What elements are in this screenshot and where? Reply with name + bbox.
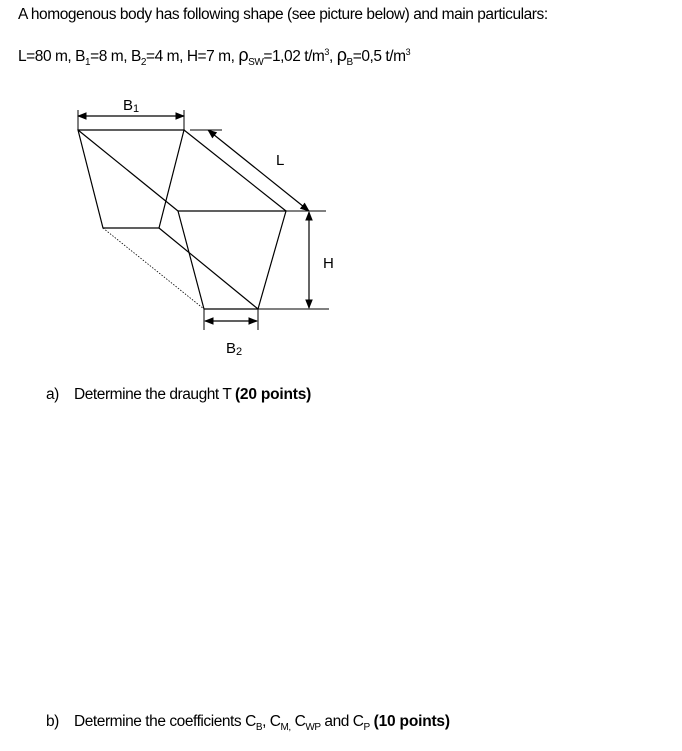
main-particulars bbox=[18, 45, 410, 68]
particular-B2: $B_2=4$ m, bbox=[130, 48, 183, 69]
body-shape-figure bbox=[60, 88, 350, 368]
l-dimension-arrow bbox=[208, 130, 309, 211]
top-edge-left bbox=[78, 130, 178, 211]
question-b-points: (10 points) bbox=[373, 713, 450, 730]
question-a-points: (20 points) bbox=[234, 386, 312, 403]
particular-B1: $B_1=8$ m, bbox=[75, 48, 128, 69]
particular-rho-sw: $\rho_{SW}=1,02$ $t/m^3$, bbox=[238, 45, 333, 69]
h-label: H bbox=[323, 255, 334, 272]
bottom-edge-left-hidden bbox=[103, 228, 204, 309]
question-a-label: a) bbox=[46, 386, 59, 403]
question-b-text: Determine the coefficients $C_B$, $C_{M,}$ $C_{WP}$ and $C_P$ bbox=[74, 713, 370, 734]
particular-H: H=7 m, bbox=[186, 48, 235, 65]
intro-text: A homogenous body has following shape (see picture below) and main particulars: bbox=[18, 6, 548, 23]
particular-L: L=80 m, bbox=[18, 48, 72, 65]
b2-label: B2 bbox=[226, 340, 243, 358]
l-label: L bbox=[276, 152, 285, 169]
particular-rho-b: $\rho_B=0,5$ $t/m^3$ bbox=[336, 45, 411, 69]
question-b-label: b) bbox=[46, 713, 59, 730]
question-b bbox=[46, 713, 450, 733]
question-a bbox=[46, 386, 311, 404]
front-face bbox=[178, 211, 286, 309]
question-a-text: Determine the draught T bbox=[74, 386, 232, 403]
b1-label: B1 bbox=[123, 97, 140, 115]
top-edge-right bbox=[184, 130, 286, 211]
bottom-edge-right bbox=[159, 228, 258, 309]
back-face bbox=[78, 130, 184, 228]
